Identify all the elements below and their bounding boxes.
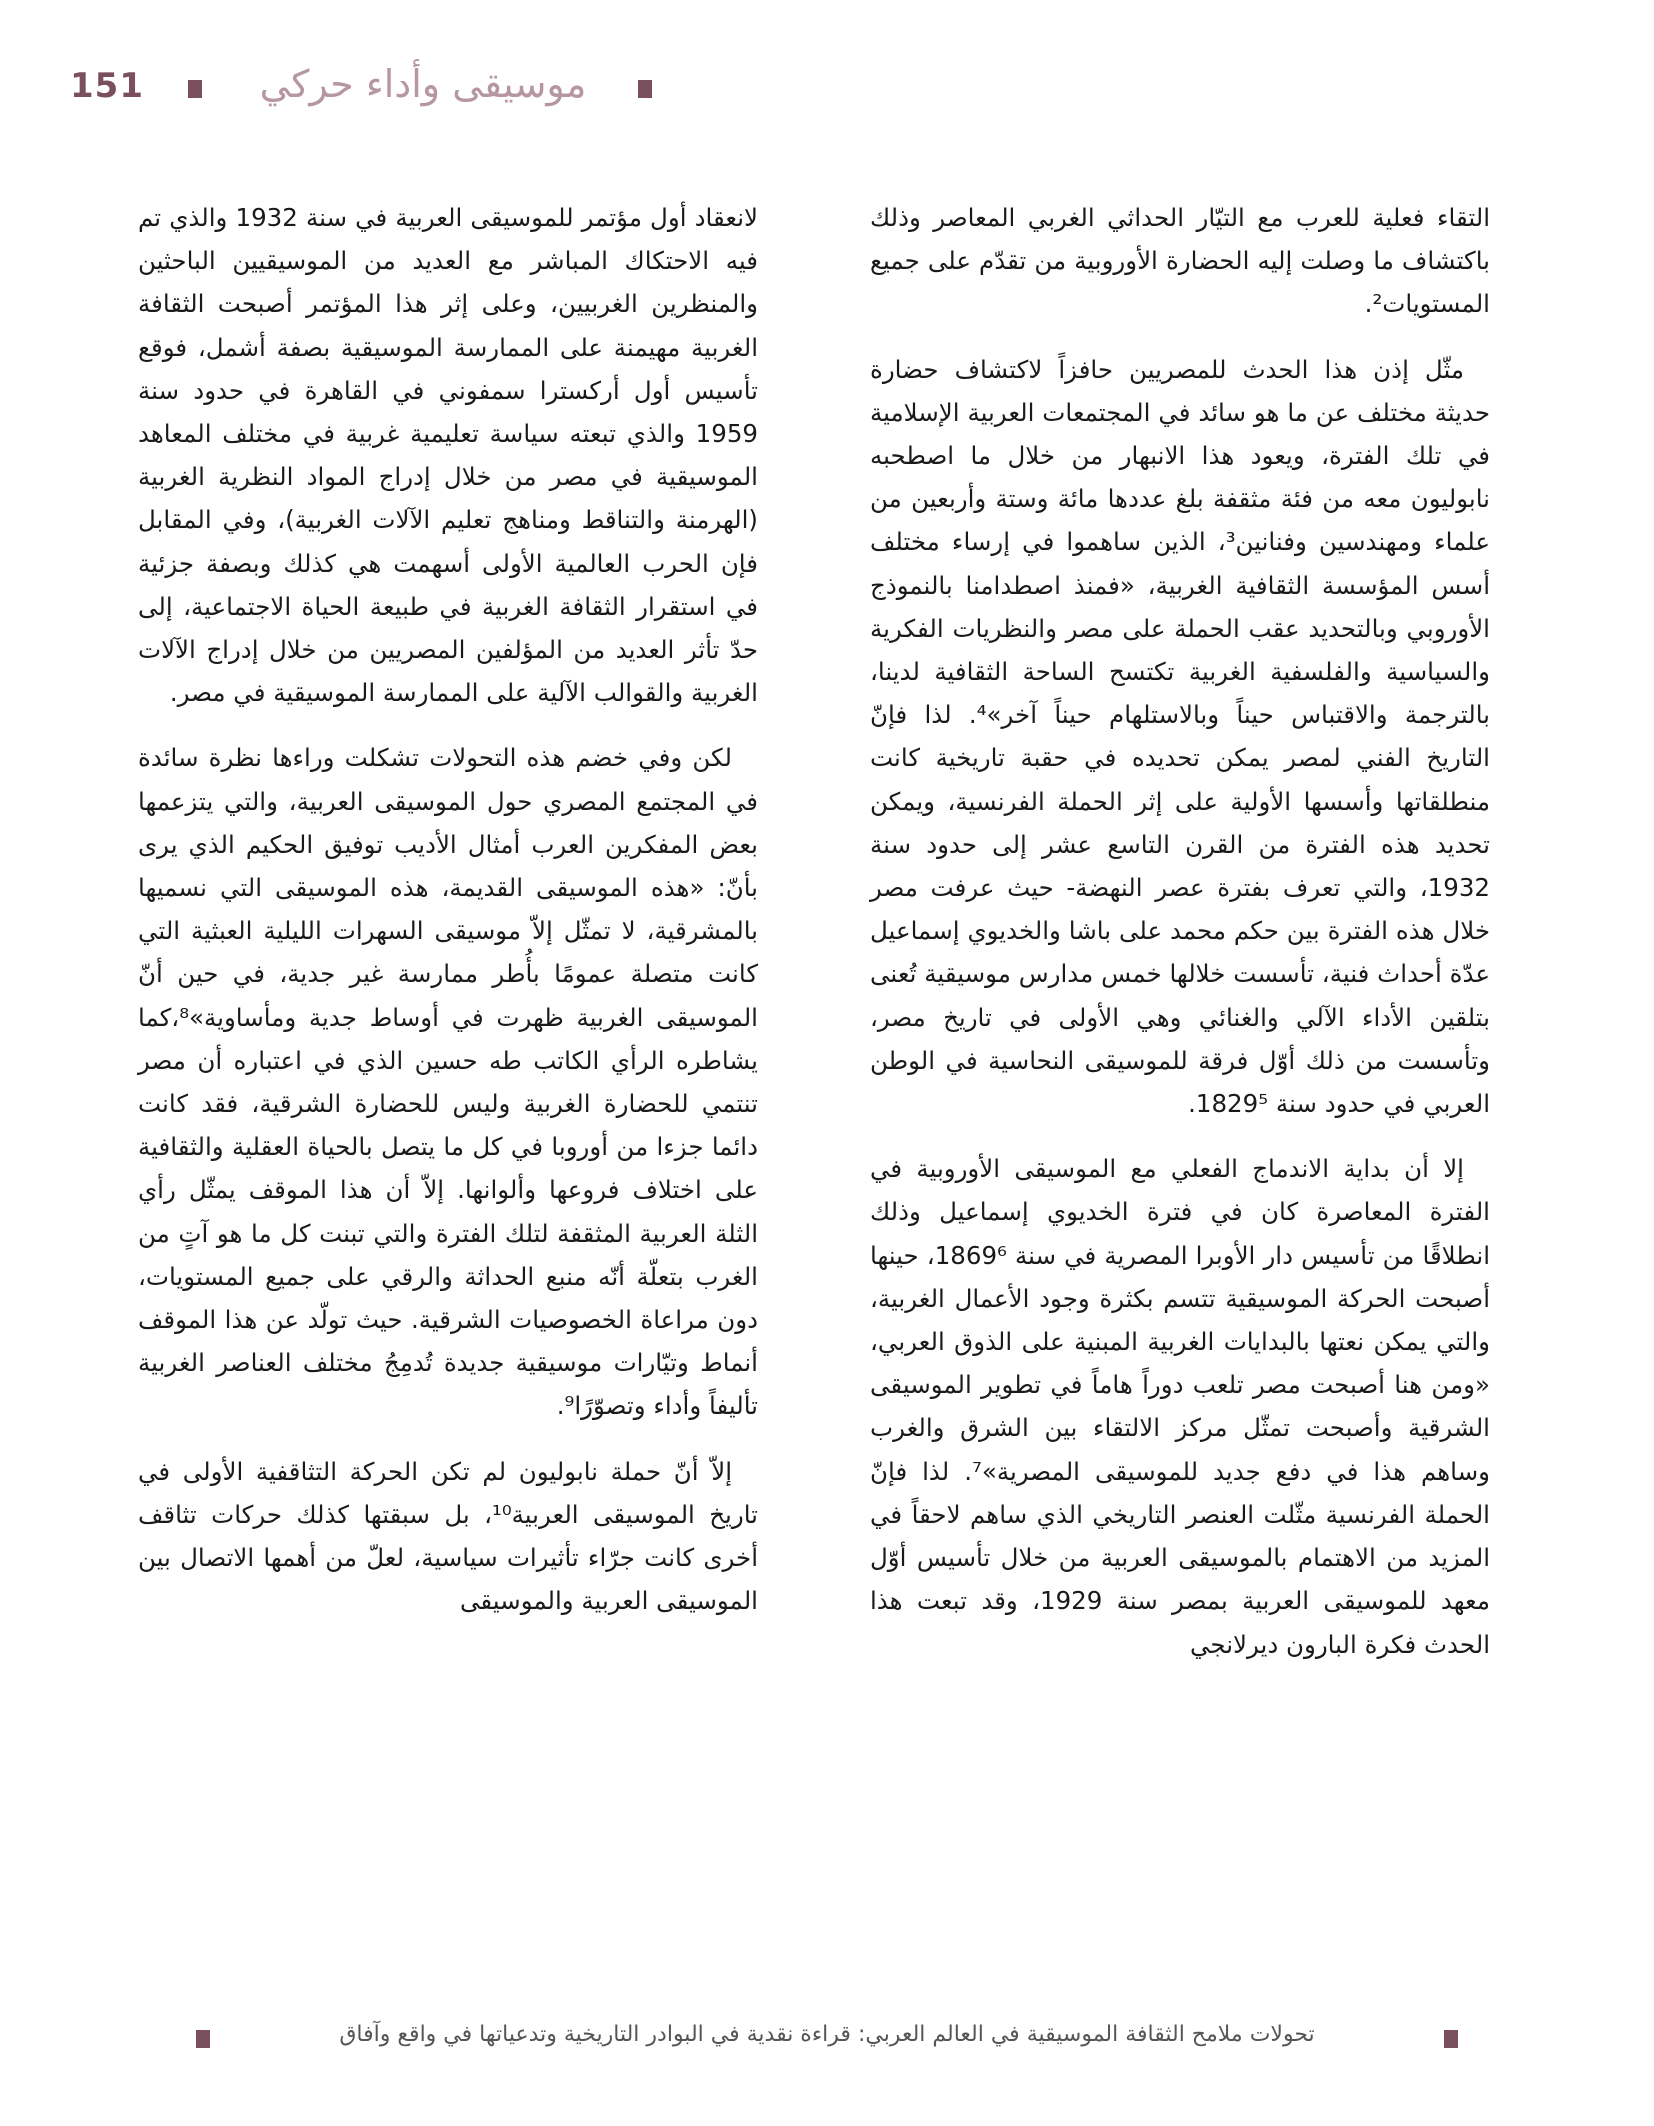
- paragraph: مثّل إذن هذا الحدث للمصريين حافزاً لاكتشاف حضارة حديثة مختلف عن ما هو سائد في المجتمعات العربية الإسلامية في تلك الفترة، ويعود هذا الانبهار من خلال ما اصطحبه نابوليون معه من فئة مثقفة بلغ عددها مائة وستة وأربعين من علماء ومهندسين وفنانين³، الذين ساهموا في إرساء مختلف أسس المؤسسة الثقافية الغربية، «فمنذ اصطدامنا بالنموذج الأوروبي وبالتحديد عقب الحملة على مصر والنظريات الفكرية والسياسية والفلسفية الغربية تكتسح الساحة الثقافية لدينا، بالترجمة والاقتباس حيناً وبالاستلهام حيناً آخر»⁴. لذا فإنّ التاريخ الفني لمصر يمكن تحديده في حقبة تاريخية كانت منطلقاتها وأسسها الأولية على إثر الحملة الفرنسية، ويمكن تحديد هذه الفترة من القرن التاسع عشر إلى حدود سنة 1932، والتي تعرف بفترة عصر النهضة- حيث عرفت مصر خلال هذه الفترة بين حكم محمد على باشا والخديوي إسماعيل عدّة أحداث فنية، تأسست خلالها خمس مدارس موسيقية تُعنى بتلقين الأداء الآلي والغنائي وهي الأولى في تاريخ مصر، وتأسست من ذلك أوّل فرقة للموسيقى النحاسية في الوطن العربي في حدود سنة 1829⁵.: [870, 354, 1490, 1119]
- right-column: [870, 196, 1490, 1688]
- page-header: [70, 58, 1590, 118]
- footer-square-icon: [196, 2030, 210, 2048]
- article-body: [138, 196, 1490, 1986]
- header-square-icon: [188, 80, 202, 98]
- header-square-icon: [638, 80, 652, 98]
- paragraph: التقاء فعلية للعرب مع التيّار الحداثي الغربي المعاصر وذلك باكتشاف ما وصلت إليه الحضارة الأوروبية من تقدّم على جميع المستويات².: [870, 203, 1490, 319]
- section-title: موسيقى وأداء حركي: [259, 62, 587, 106]
- paragraph: لكن وفي خضم هذه التحولات تشكلت وراءها نظرة سائدة في المجتمع المصري حول الموسيقى العربية، والتي يتزعمها بعض المفكرين العرب أمثال الأديب توفيق الحكيم الذي يرى بأنّ: «هذه الموسيقى القديمة، هذه الموسيقى التي نسميها بالمشرقية، لا تمثّل إلاّ موسيقى السهرات الليلية العبثية التي كانت متصلة عمومًا بأُطر ممارسة غير جدية، في حين أنّ الموسيقى الغربية ظهرت في أوساط جدية ومأساوية»⁸،كما يشاطره الرأي الكاتب طه حسين الذي في اعتباره أن مصر تنتمي للحضارة الغربية وليس للحضارة الشرقية، فقد كانت دائما جزءا من أوروبا في كل ما يتصل بالحياة العقلية والثقافية على اختلاف فروعها وألوانها. إلاّ أن هذا الموقف يمثّل رأي الثلة العربية المثقفة لتلك الفترة والتي تبنت كل ما هو آتٍ من الغرب بتعلّة أنّه منبع الحداثة والرقي على جميع المستويات، دون مراعاة الخصوصيات الشرقية. حيث تولّد عن هذا الموقف أنماط وتيّارات موسيقية جديدة تُدمِجُ مختلف العناصر الغربية تأليفاً وأداء وتصوّرًا⁹.: [138, 743, 758, 1421]
- left-column: [138, 196, 758, 1645]
- page-footer: [196, 2022, 1458, 2062]
- paragraph: إلاّ أنّ حملة نابوليون لم تكن الحركة التثاقفية الأولى في تاريخ الموسيقى العربية¹⁰، بل سبقتها كذلك حركات تثاقف أخرى كانت جرّاء تأثيرات سياسية، لعلّ من أهمها الاتصال بين الموسيقى العربية والموسيقى: [138, 1456, 758, 1616]
- page-number: 151: [70, 66, 144, 106]
- running-title: تحولات ملامح الثقافة الموسيقية في العالم العربي: قراءة نقدية في البوادر التاريخية وتدعياتها في واقع وآفاق: [339, 2022, 1315, 2047]
- paragraph: لانعقاد أول مؤتمر للموسيقى العربية في سنة 1932 والذي تم فيه الاحتكاك المباشر مع العديد من الموسيقيين الباحثين والمنظرين الغربيين، وعلى إثر هذا المؤتمر أصبحت الثقافة الغربية مهيمنة على الممارسة الموسيقية بصفة أشمل، فوقع تأسيس أول أركسترا سمفوني في القاهرة في حدود سنة 1959 والذي تبعته سياسة تعليمية غربية في مختلف المعاهد الموسيقية في مصر من خلال إدراج المواد النظرية الغربية (الهرمنة والتناقط ومناهج تعليم الآلات الغربية)، وفي المقابل فإن الحرب العالمية الأولى أسهمت هي كذلك وبصفة جزئية في استقرار الثقافة الغربية في طبيعة الحياة الاجتماعية، إلى حدّ تأثر العديد من المؤلفين المصريين من خلال إدراج الآلات الغربية والقوالب الآلية على الممارسة الموسيقية في مصر.: [138, 203, 758, 708]
- footer-square-icon: [1444, 2030, 1458, 2048]
- paragraph: إلا أن بداية الاندماج الفعلي مع الموسيقى الأوروبية في الفترة المعاصرة كان في فترة الخديوي إسماعيل وذلك انطلاقًا من تأسيس دار الأوبرا المصرية في سنة 1869⁶، حينها أصبحت الحركة الموسيقية تتسم بكثرة وجود الأعمال الغربية، والتي يمكن نعتها بالبدايات الغربية المبنية على الذوق العربي، «ومن هنا أصبحت مصر تلعب دوراً هاماً في تطوير الموسيقى الشرقية وأصبحت تمثّل مركز الالتقاء بين الشرق والغرب وساهم هذا في دفع جديد للموسيقى المصرية»⁷. لذا فإنّ الحملة الفرنسية مثّلت العنصر التاريخي الذي ساهم لاحقاً في المزيد من الاهتمام بالموسيقى العربية من خلال تأسيس أوّل معهد للموسيقى العربية بمصر سنة 1929، وقد تبعت هذا الحدث فكرة البارون ديرلانجي: [870, 1154, 1491, 1659]
